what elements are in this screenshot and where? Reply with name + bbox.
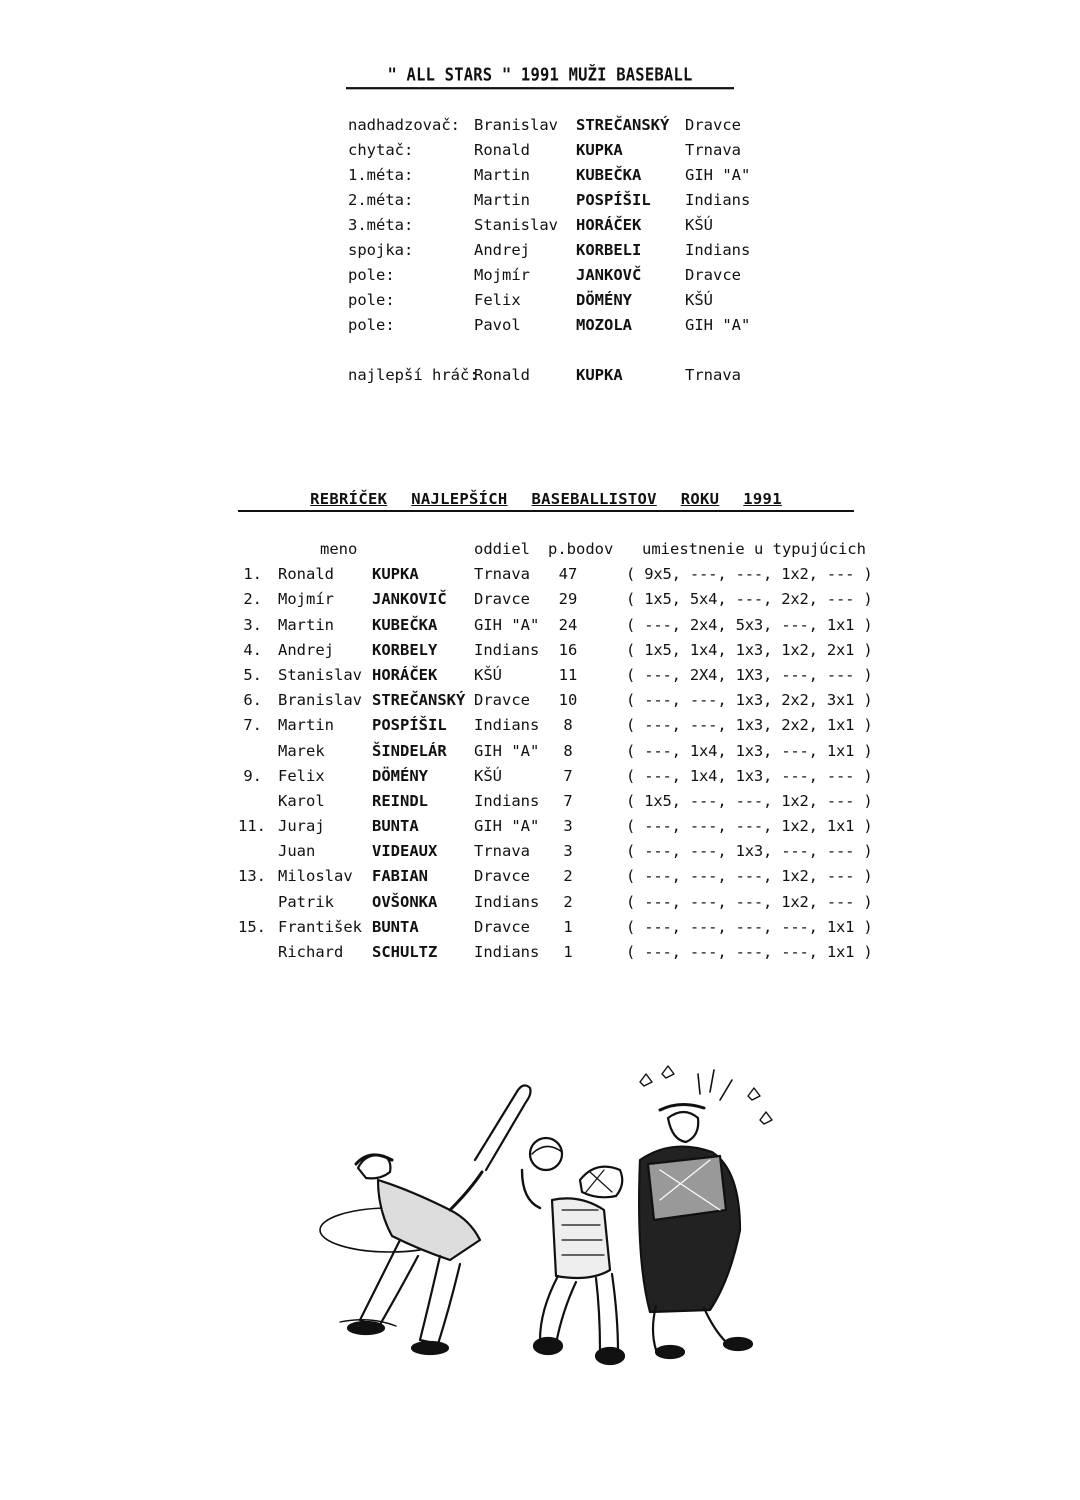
ranking-points: 7 bbox=[563, 766, 573, 785]
ranking-first: Mojmír bbox=[278, 590, 334, 609]
ranking-last: BUNTA bbox=[372, 917, 419, 936]
ranking-team: Trnava bbox=[474, 565, 530, 584]
ranking-team: Indians bbox=[474, 943, 540, 961]
allstars-team: KŠÚ bbox=[685, 291, 713, 309]
ranking-last: POSPÍŠIL bbox=[372, 716, 447, 735]
header-points: p.bodov bbox=[548, 540, 614, 558]
ranking-rank: 3. bbox=[243, 615, 262, 634]
ranking-last: HORÁČEK bbox=[372, 665, 438, 684]
ranking-row bbox=[238, 590, 873, 615]
allstars-position: 1.méta: bbox=[348, 166, 414, 184]
baseball-cartoon-icon bbox=[300, 1060, 780, 1400]
ranking-last: DÖMÉNY bbox=[372, 766, 428, 785]
allstars-team: Indians bbox=[685, 241, 751, 259]
allstars-position: chytač: bbox=[348, 141, 414, 159]
ranking-placements: ( ---, 2X4, 1X3, ---, --- ) bbox=[626, 665, 873, 684]
ranking-last: SCHULTZ bbox=[372, 943, 438, 961]
ranking-first: Martin bbox=[278, 615, 334, 634]
ranking-points: 2 bbox=[563, 867, 573, 886]
ranking-last: KORBELY bbox=[372, 640, 438, 659]
allstars-last: HORÁČEK bbox=[576, 216, 642, 234]
allstars-last: MOZOLA bbox=[576, 316, 632, 334]
ranking-points: 8 bbox=[563, 716, 573, 735]
ranking-team: Dravce bbox=[474, 590, 530, 609]
allstars-position: pole: bbox=[348, 291, 395, 309]
ranking-first: Marek bbox=[278, 741, 325, 760]
ranking-points: 3 bbox=[563, 842, 573, 861]
header-meno: meno bbox=[320, 540, 358, 558]
ranking-row bbox=[238, 565, 873, 590]
allstars-last: KORBELI bbox=[576, 241, 642, 259]
ranking-points: 16 bbox=[558, 640, 578, 659]
ranking-first: Karol bbox=[278, 791, 325, 810]
allstars-position: pole: bbox=[348, 316, 395, 334]
allstars-team: Trnava bbox=[685, 366, 741, 384]
ranking-title-word: NAJLEPŠÍCH bbox=[411, 490, 508, 508]
ranking-points: 1 bbox=[563, 917, 573, 936]
ranking-rank: 6. bbox=[243, 691, 262, 710]
ranking-first: Richard bbox=[278, 943, 344, 961]
ranking-placements: ( ---, ---, ---, ---, 1x1 ) bbox=[626, 943, 873, 961]
allstars-last: KUBEČKA bbox=[576, 166, 642, 184]
header-oddiel: oddiel bbox=[474, 540, 530, 558]
ranking-first: Martin bbox=[278, 716, 334, 735]
ranking-placements: ( ---, 1x4, 1x3, ---, 1x1 ) bbox=[626, 741, 873, 760]
ranking-first: Stanislav bbox=[278, 665, 362, 684]
ranking-last: STREČANSKÝ bbox=[372, 691, 466, 710]
allstars-position: najlepší hráč: bbox=[348, 366, 479, 384]
ranking-title-word: REBRÍČEK bbox=[310, 490, 388, 508]
ranking-placements: ( 1x5, ---, ---, 1x2, --- ) bbox=[626, 791, 873, 810]
ranking-table bbox=[238, 540, 873, 968]
ranking-row bbox=[238, 615, 873, 641]
ranking-title-word: 1991 bbox=[743, 490, 782, 508]
allstars-first: Branislav bbox=[474, 116, 558, 134]
allstars-first: Andrej bbox=[474, 241, 530, 259]
allstars-position: nadhadzovač: bbox=[348, 116, 460, 134]
allstars-team: GIH "A" bbox=[685, 316, 751, 334]
allstars-first: Felix bbox=[474, 291, 521, 309]
allstars-position: 2.méta: bbox=[348, 191, 414, 209]
ranking-row bbox=[238, 943, 873, 968]
allstars-team: Trnava bbox=[685, 141, 741, 159]
ranking-row bbox=[238, 791, 873, 817]
ranking-rank: 7. bbox=[243, 716, 262, 735]
allstars-first: Stanislav bbox=[474, 216, 558, 234]
ranking-rank: 2. bbox=[243, 590, 262, 609]
ranking-team: GIH "A" bbox=[474, 817, 540, 836]
ranking-placements: ( ---, 2x4, 5x3, ---, 1x1 ) bbox=[626, 615, 873, 634]
allstars-last: KUPKA bbox=[576, 366, 623, 384]
ranking-header-row bbox=[238, 540, 866, 565]
ranking-row bbox=[238, 867, 873, 892]
ranking-placements: ( 1x5, 1x4, 1x3, 1x2, 2x1 ) bbox=[626, 640, 873, 659]
ranking-placements: ( ---, ---, ---, ---, 1x1 ) bbox=[626, 917, 873, 936]
ranking-rank: 11. bbox=[238, 817, 266, 836]
allstars-last: DÖMÉNY bbox=[576, 291, 632, 309]
ranking-points: 8 bbox=[563, 741, 573, 760]
ranking-points: 3 bbox=[563, 817, 573, 836]
ranking-points: 47 bbox=[558, 565, 578, 584]
ranking-last: VIDEAUX bbox=[372, 842, 438, 861]
ranking-points: 1 bbox=[563, 943, 573, 961]
ranking-title-word: BASEBALLISTOV bbox=[531, 490, 657, 508]
ranking-rank: 13. bbox=[238, 867, 266, 886]
ranking-row bbox=[238, 917, 873, 943]
allstars-first: Martin bbox=[474, 166, 530, 184]
ranking-last: JANKOVIČ bbox=[372, 590, 447, 609]
ranking-placements: ( ---, ---, 1x3, 2x2, 1x1 ) bbox=[626, 716, 873, 735]
allstars-first: Pavol bbox=[474, 316, 521, 334]
ranking-team: Trnava bbox=[474, 842, 530, 861]
allstars-last: JANKOVČ bbox=[576, 266, 642, 284]
ranking-first: Branislav bbox=[278, 691, 362, 710]
ranking-row bbox=[238, 640, 873, 666]
allstars-position: 3.méta: bbox=[348, 216, 414, 234]
ranking-rank: 1. bbox=[243, 565, 262, 584]
allstars-first: Ronald bbox=[474, 366, 530, 384]
ranking-row bbox=[238, 817, 873, 842]
ranking-last: KUBEČKA bbox=[372, 615, 438, 634]
ranking-row bbox=[238, 691, 873, 716]
ranking-team: GIH "A" bbox=[474, 615, 540, 634]
allstars-first: Mojmír bbox=[474, 266, 530, 284]
ranking-team: KŠÚ bbox=[474, 665, 502, 684]
allstars-last: POSPÍŠIL bbox=[576, 191, 651, 209]
ranking-row bbox=[238, 665, 873, 691]
allstars-title: " ALL STARS " 1991 MUŽI BASEBALL bbox=[346, 65, 734, 90]
ranking-team: Indians bbox=[474, 892, 540, 911]
ranking-placements: ( ---, ---, ---, 1x2, 1x1 ) bbox=[626, 817, 873, 836]
ranking-last: REINDL bbox=[372, 791, 428, 810]
ranking-points: 2 bbox=[563, 892, 573, 911]
ranking-rank: 4. bbox=[243, 640, 262, 659]
ranking-row bbox=[238, 741, 873, 767]
ranking-first: František bbox=[278, 917, 362, 936]
allstars-position: spojka: bbox=[348, 241, 414, 259]
ranking-rank: 5. bbox=[243, 665, 262, 684]
ranking-last: FABIAN bbox=[372, 867, 428, 886]
ranking-placements: ( ---, ---, 1x3, ---, --- ) bbox=[626, 842, 873, 861]
ranking-team: Dravce bbox=[474, 691, 530, 710]
allstars-first: Ronald bbox=[474, 141, 530, 159]
ranking-first: Miloslav bbox=[278, 867, 353, 886]
ranking-first: Ronald bbox=[278, 565, 334, 584]
ranking-rank: 9. bbox=[243, 766, 262, 785]
ranking-last: KUPKA bbox=[372, 565, 419, 584]
ranking-placements: ( ---, ---, ---, 1x2, --- ) bbox=[626, 892, 873, 911]
ranking-team: Dravce bbox=[474, 867, 530, 886]
allstars-team: Dravce bbox=[685, 116, 741, 134]
ranking-first: Andrej bbox=[278, 640, 334, 659]
allstars-position: pole: bbox=[348, 266, 395, 284]
ranking-team: Indians bbox=[474, 791, 540, 810]
ranking-row bbox=[238, 842, 873, 867]
ranking-points: 29 bbox=[558, 590, 578, 609]
ranking-team: Indians bbox=[474, 640, 540, 659]
ranking-placements: ( ---, ---, 1x3, 2x2, 3x1 ) bbox=[626, 691, 873, 710]
ranking-placements: ( 1x5, 5x4, ---, 2x2, --- ) bbox=[626, 590, 873, 609]
ranking-team: GIH "A" bbox=[474, 741, 540, 760]
ranking-team: KŠÚ bbox=[474, 766, 502, 785]
ranking-last: OVŠONKA bbox=[372, 892, 438, 911]
ranking-title-word: ROKU bbox=[680, 490, 720, 508]
ranking-points: 7 bbox=[563, 791, 573, 810]
ranking-first: Juraj bbox=[278, 817, 325, 836]
ranking-placements: ( ---, 1x4, 1x3, ---, --- ) bbox=[626, 766, 873, 785]
allstars-last: KUPKA bbox=[576, 141, 623, 159]
allstars-team: KŠÚ bbox=[685, 216, 713, 234]
allstars-team: GIH "A" bbox=[685, 166, 751, 184]
ranking-last: ŠINDELÁR bbox=[372, 741, 447, 760]
ranking-first: Patrik bbox=[278, 892, 334, 911]
allstars-team: Dravce bbox=[685, 266, 741, 284]
allstars-last: STREČANSKÝ bbox=[576, 116, 670, 134]
ranking-rank: 15. bbox=[238, 917, 266, 936]
ranking-placements: ( ---, ---, ---, 1x2, --- ) bbox=[626, 867, 873, 886]
ranking-row bbox=[238, 766, 873, 792]
allstars-team: Indians bbox=[685, 191, 751, 209]
ranking-row bbox=[238, 892, 873, 918]
ranking-points: 10 bbox=[558, 691, 578, 710]
allstars-first: Martin bbox=[474, 191, 530, 209]
ranking-placements: ( 9x5, ---, ---, 1x2, --- ) bbox=[626, 565, 873, 584]
ranking-row bbox=[238, 716, 873, 741]
ranking-title bbox=[238, 490, 854, 512]
header-placements: umiestnenie u typujúcich bbox=[642, 540, 866, 558]
ranking-team: Dravce bbox=[474, 917, 530, 936]
ranking-points: 11 bbox=[558, 665, 578, 684]
ranking-team: Indians bbox=[474, 716, 540, 735]
ranking-first: Juan bbox=[278, 842, 316, 861]
ranking-last: BUNTA bbox=[372, 817, 419, 836]
ranking-first: Felix bbox=[278, 766, 325, 785]
ranking-points: 24 bbox=[558, 615, 578, 634]
